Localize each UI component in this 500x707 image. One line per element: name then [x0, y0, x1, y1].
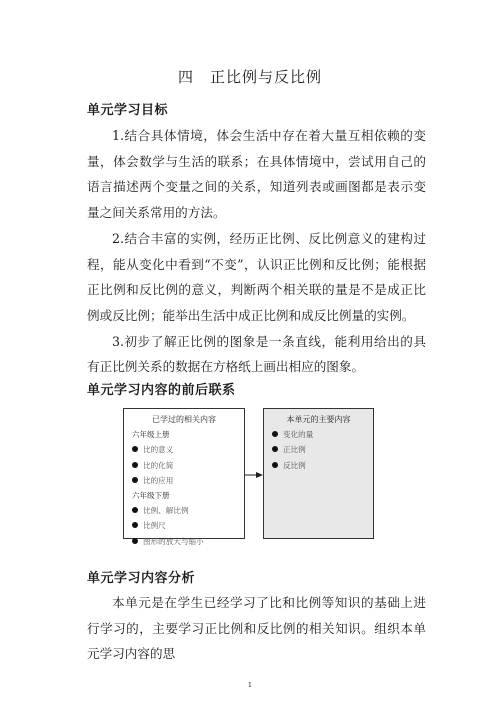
list-item: 比的应用: [132, 473, 244, 488]
bullet-icon: [272, 446, 278, 452]
list-item: 比的化简: [132, 458, 244, 473]
bullet-icon: [132, 477, 138, 483]
list-item: 变化的量: [272, 427, 373, 442]
arrow-right-icon: [245, 471, 263, 479]
section-heading-analysis: 单元学习内容分析: [87, 570, 196, 585]
list-item: 正比例: [272, 442, 373, 457]
grade-label: 六年级上册: [132, 430, 170, 440]
unit-content-list: [264, 427, 373, 473]
goal-paragraph-1: 1.结合具体情境，体会生活中存在着大量互相依赖的变量，体会数学与生活的联系；在具体情境中，尝试用自己的语言描述两个变量之间的关系，知道列表或画图都是表示变量之间关系常用的方法。: [87, 128, 426, 221]
section-heading-connections: 单元学习内容的前后联系: [87, 382, 236, 397]
goal-paragraph-2: 2.结合丰富的实例，经历正比例、反比例意义的建构过程，能从变化中看到“不变”，认识正比例和反比例；能根据正比例和反比例的意义，判断两个相关联的量是不是成正比例或反比例；能举出生活中成正比例和成反比例量的实例。: [87, 230, 426, 323]
bullet-icon: [132, 462, 138, 468]
bullet-icon: [132, 538, 138, 544]
bullet-icon: [132, 507, 138, 513]
list-item: 比例、解比例: [132, 503, 244, 518]
goals-body: [87, 123, 426, 380]
bullet-icon: [272, 431, 278, 437]
list-item: 比的意义: [132, 442, 244, 457]
list-item: 比例尺: [132, 518, 244, 533]
unit-content-title: 本单元的主要内容: [286, 415, 351, 424]
grade-label: 六年级下册: [132, 491, 170, 501]
bullet-icon: [132, 522, 138, 528]
page-title: 四 正比例与反比例: [177, 69, 322, 86]
prior-content-list: [124, 427, 244, 549]
prior-content-box: [123, 408, 245, 546]
goal-paragraph-3: 3.初步了解正比例的图象是一条直线，能利用给出的具有正比例关系的数据在方格纸上画出相应的图象。: [87, 333, 426, 375]
list-item: 反比例: [272, 458, 373, 473]
page-number: 1: [247, 681, 253, 689]
unit-content-box: [263, 408, 374, 539]
analysis-body: [87, 590, 426, 667]
analysis-paragraph-1: 本单元是在学生已经学习了比和比例等知识的基础上进行学习的，主要学习正比例和反比例的相关知识。组织本单元学习内容的思: [87, 595, 426, 662]
bullet-icon: [132, 446, 138, 452]
bullet-icon: [272, 462, 278, 468]
prior-content-title: 已学过的相关内容: [152, 415, 216, 424]
section-heading-goals: 单元学习目标: [87, 102, 169, 117]
list-item: 图形的放大与缩小: [132, 534, 244, 549]
